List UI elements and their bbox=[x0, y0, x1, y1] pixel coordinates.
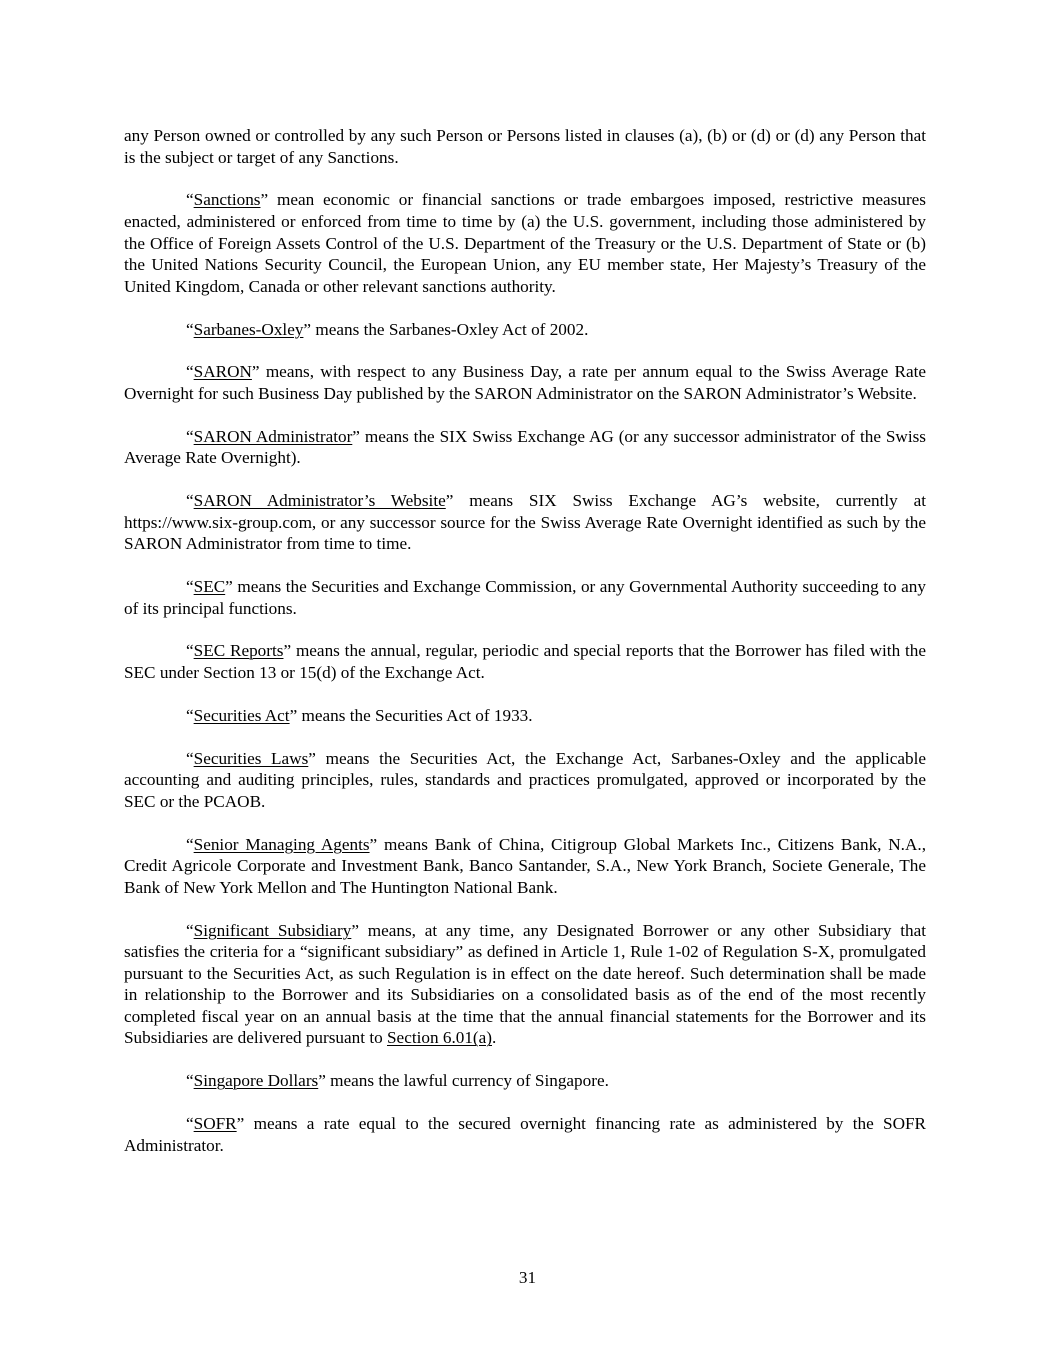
defined-term: Sanctions bbox=[193, 190, 261, 210]
definition-securities-laws: “Securities Laws” means the Securities Act, the Exchange Act, Sarbanes-Oxley and the applicable accounting and auditing principles, rules, standards and practices promulgated, approved or incorporated by the SEC or the PCAOB. bbox=[124, 748, 926, 811]
definition-text: means the Securities Act, the Exchange Act, Sarbanes-Oxley and the applicable accounting and auditing principles, rules, standards and practices promulgated, approved or incorporated by the SEC or the PCAOB. bbox=[124, 748, 926, 811]
defined-term: Singapore Dollars bbox=[193, 1071, 319, 1091]
defined-term: SEC bbox=[193, 577, 226, 597]
section-reference: Section 6.01(a) bbox=[387, 1028, 493, 1048]
page-number: 31 bbox=[518, 1268, 537, 1287]
definition-text: mean economic or financial sanctions or trade embargoes imposed, restrictive measures enacted, administered or enforced from time to time by (a) the U.S. government, including those administered by the Office of Foreign Assets Control of the U.S. Department of the Treasury or the U.S. Department of State or (b) the United Nations Security Council, the European Union, any EU member state, Her Majesty’s Treasury of the United Kingdom, Canada or other relevant sanctions authority. bbox=[124, 190, 926, 296]
definition-text: means the Sarbanes-Oxley Act of 2002. bbox=[311, 319, 589, 339]
defined-term: SARON Administrator bbox=[193, 426, 353, 446]
definition-saron-administrators-website: “SARON Administrator’s Website” means SIX Swiss Exchange AG’s website, currently at https://www.six-group.com, or any successor source for the Swiss Average Rate Overnight identified as such by the SARON Administrator from time to time. bbox=[124, 491, 926, 554]
definition-significant-subsidiary: “Significant Subsidiary” means, at any time, any Designated Borrower or any other Subsidiary that satisfies the criteria for a “significant subsidiary” as defined in Article 1, Rule 1-02 of Regulation S-X, promulgated pursuant to the Securities Act, as such Regulation is in effect on the date hereof. Such determination shall be made in relationship to the Borrower and its Subsidiaries on a consolidated basis as of the end of the most recently completed fiscal year on an annual basis at the time that the annual financial statements for the Borrower and its Subsidiaries are delivered pursuant to Section 6.01(a). bbox=[124, 920, 926, 1048]
defined-term: Sarbanes-Oxley bbox=[193, 319, 304, 339]
definition-text: means the lawful currency of Singapore. bbox=[325, 1071, 609, 1091]
definition-text: means the Securities and Exchange Commission, or any Governmental Authority succeeding to any of its principal functions. bbox=[124, 577, 926, 618]
defined-term: SARON Administrator’s Website bbox=[193, 491, 446, 511]
definition-sarbanes-oxley: “Sarbanes-Oxley” means the Sarbanes-Oxley Act of 2002. bbox=[186, 319, 589, 339]
defined-term: Securities Laws bbox=[193, 748, 309, 768]
definition-saron-administrator: “SARON Administrator” means the SIX Swiss Exchange AG (or any successor administrator of the Swiss Average Rate Overnight). bbox=[124, 426, 926, 468]
definition-saron: “SARON” means, with respect to any Business Day, a rate per annum equal to the Swiss Average Rate Overnight for such Business Day published by the SARON Administrator on the SARON Administrator’s Website. bbox=[124, 362, 926, 403]
definition-text: means the annual, regular, periodic and special reports that the Borrower has filed with the SEC under Section 13 or 15(d) of the Exchange Act. bbox=[124, 641, 926, 682]
definition-text: means, at any time, any Designated Borrower or any other Subsidiary that satisfies the criteria for a “significant subsidiary” as defined in Article 1, Rule 1-02 of Regulation S-X, promulgated pursuant to the Securities Act, as such Regulation is in effect on the date hereof. Such determination shall be made in relationship to the Borrower and its Subsidiaries on a consolidated basis as of the end of the most recently completed fiscal year on an annual basis at the time that the annual financial statements for the Borrower and its Subsidiaries are delivered pursuant to bbox=[124, 920, 926, 1048]
defined-term: SARON bbox=[193, 362, 252, 382]
definition-text: means, with respect to any Business Day, a rate per annum equal to the Swiss Average Rate Overnight for such Business Day published by the SARON Administrator on the SARON Administrator’s Website. bbox=[124, 362, 926, 403]
defined-term: Senior Managing Agents bbox=[193, 834, 370, 854]
definition-text: means a rate equal to the secured overnight financing rate as administered by the SOFR Administrator. bbox=[124, 1114, 926, 1155]
definition-singapore-dollars: “Singapore Dollars” means the lawful currency of Singapore. bbox=[186, 1071, 609, 1091]
defined-term: Significant Subsidiary bbox=[193, 920, 352, 940]
defined-term: Securities Act bbox=[193, 705, 290, 725]
defined-term: SOFR bbox=[193, 1114, 237, 1134]
definition-text: means Bank of China, Citigroup Global Markets Inc., Citizens Bank, N.A., Credit Agricole Corporate and Investment Bank, Banco Santander, S.A., New York Branch, Societe Generale, The Bank of New York Mellon and The Huntington National Bank. bbox=[124, 834, 926, 897]
definition-text: means SIX Swiss Exchange AG’s website, currently at https://www.six-group.com, or any successor source for the Swiss Average Rate Overnight identified as such by the SARON Administrator from time to time. bbox=[124, 491, 926, 554]
document-page bbox=[124, 125, 926, 1177]
definition-sanctions: “Sanctions” mean economic or financial sanctions or trade embargoes imposed, restrictive measures enacted, administered or enforced from time to time by (a) the U.S. government, including those administered by the Office of Foreign Assets Control of the U.S. Department of the Treasury or the U.S. Department of State or (b) the United Nations Security Council, the European Union, any EU member state, Her Majesty’s Treasury of the United Kingdom, Canada or other relevant sanctions authority. bbox=[124, 190, 926, 296]
definition-sofr: “SOFR” means a rate equal to the secured overnight financing rate as administered by the SOFR Administrator. bbox=[124, 1114, 926, 1155]
definition-sec: “SEC” means the Securities and Exchange Commission, or any Governmental Authority succeeding to any of its principal functions. bbox=[124, 577, 926, 618]
definition-text: means the Securities Act of 1933. bbox=[297, 705, 533, 725]
definition-securities-act: “Securities Act” means the Securities Act of 1933. bbox=[186, 705, 533, 725]
defined-term: SEC Reports bbox=[193, 641, 284, 661]
definition-senior-managing-agents: “Senior Managing Agents” means Bank of China, Citigroup Global Markets Inc., Citizens Bank, N.A., Credit Agricole Corporate and Investment Bank, Banco Santander, S.A., New York Branch, Societe Generale, The Bank of New York Mellon and The Huntington National Bank. bbox=[124, 834, 926, 897]
definition-text: means the SIX Swiss Exchange AG (or any successor administrator of the Swiss Average Rate Overnight). bbox=[124, 426, 926, 468]
definition-sec-reports: “SEC Reports” means the annual, regular, periodic and special reports that the Borrower has filed with the SEC under Section 13 or 15(d) of the Exchange Act. bbox=[124, 641, 926, 682]
paragraph-sanctioned-person-continuation bbox=[124, 125, 926, 168]
paragraph-text: any Person owned or controlled by any such Person or Persons listed in clauses (a), (b) or (d) or (d) any Person that is the subject or target of any Sanctions. bbox=[124, 126, 926, 167]
